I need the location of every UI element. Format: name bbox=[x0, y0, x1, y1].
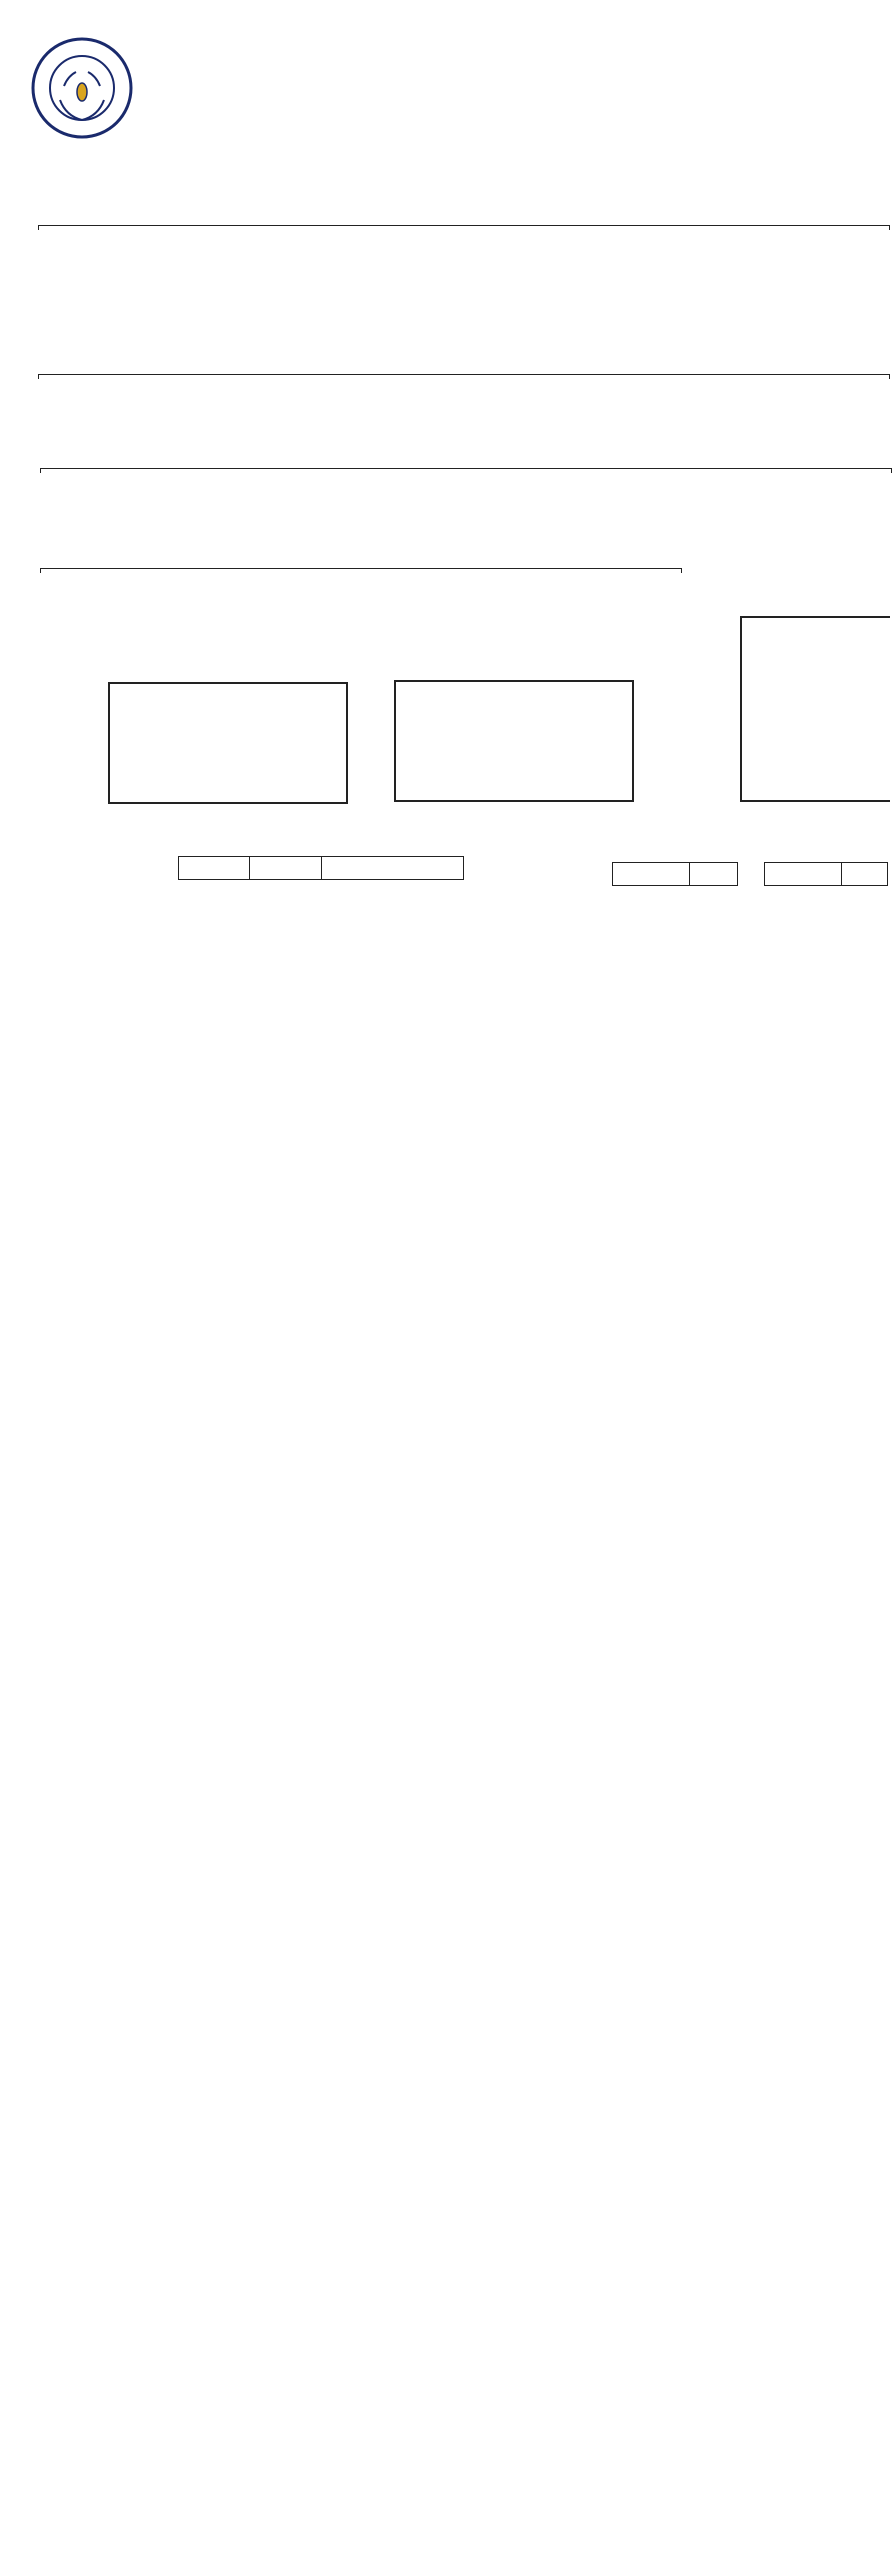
candidate-signature-box[interactable] bbox=[394, 680, 634, 802]
institute-name-heading bbox=[40, 568, 682, 573]
thumb-impression-box[interactable] bbox=[108, 682, 348, 804]
dob-grid[interactable] bbox=[178, 856, 464, 880]
dob-month-header bbox=[250, 857, 321, 880]
gender-male-checkbox[interactable] bbox=[690, 863, 738, 886]
gender-female-label bbox=[765, 863, 842, 886]
gender-female[interactable] bbox=[764, 862, 888, 886]
dob-year-header bbox=[321, 857, 464, 880]
photo-box[interactable] bbox=[740, 616, 890, 802]
gender-male[interactable] bbox=[612, 862, 738, 886]
dob-date-header bbox=[179, 857, 250, 880]
mother-name-heading bbox=[40, 468, 892, 473]
gender-female-checkbox[interactable] bbox=[842, 863, 888, 886]
institute-logo bbox=[30, 36, 134, 140]
candidate-name-heading bbox=[38, 225, 890, 230]
gender-male-label bbox=[613, 863, 690, 886]
father-name-heading bbox=[38, 374, 890, 379]
